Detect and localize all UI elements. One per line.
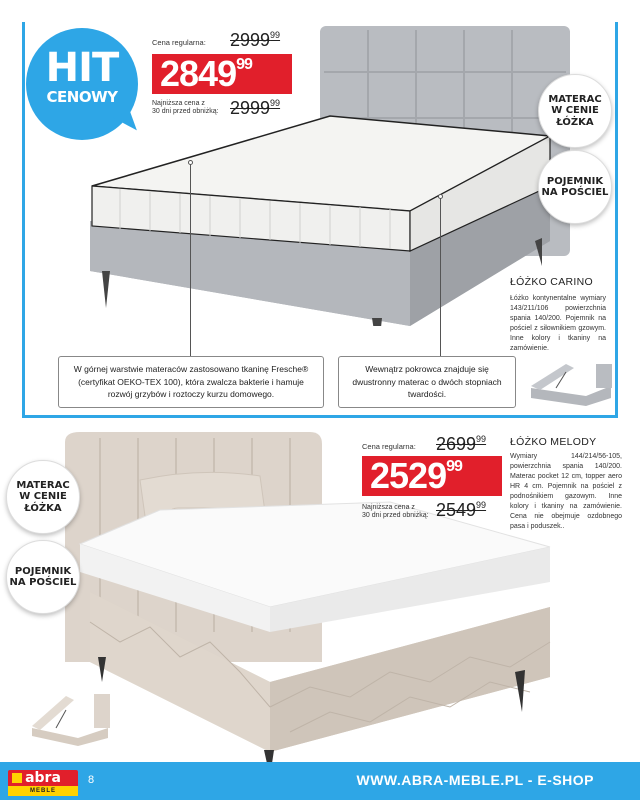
logo-text: abra [25, 770, 61, 786]
callout-line-left [190, 162, 191, 357]
abra-logo[interactable] [8, 770, 78, 796]
carino-promo-price: 2849$^{99}$ [152, 54, 292, 94]
footer-bar [0, 762, 640, 800]
callout-line-right [440, 196, 441, 358]
melody-description: Wymiary 144/214/56-105, powierzchnia spania 140/200. Materac pocket 12 cm, topper aero HR 4 cm. Pojemnik na pościel z podnośnikiem gazowym. Inne kolory i tkaniny na zamówienie. Cena nie obejmuje ozdobnego pasa i poduszek.. [510, 453, 622, 530]
cenowy-text: CENOWY [46, 88, 118, 106]
melody-regular-label: Cena regularna: [362, 442, 416, 451]
carino-mattress-included-badge: MATERAC W CENIE ŁÓŻKA [538, 74, 612, 148]
shop-url-link[interactable]: WWW.ABRA-MEBLE.PL - E-SHOP [356, 772, 594, 788]
carino-regular-label: Cena regularna: [152, 38, 206, 47]
carino-regular-price: 2999$^{99}$ [230, 30, 281, 50]
page-number: 8 [88, 774, 95, 786]
callout-dot-left [188, 160, 193, 165]
melody-mattress-included-badge: MATERAC W CENIE ŁÓŻKA [6, 460, 80, 534]
melody-lowest-price: 2549$^{99}$ [436, 500, 487, 520]
carino-fabric-callout: W górnej warstwie materaców zastosowano tkaninę Fresche® (certyfikat OEKO-TEX 100), która zwalcza bakterie i hamuje rozwój grzybów i roztoczy kurzu domowego. [58, 356, 324, 408]
melody-storage-thumbnail [28, 688, 114, 748]
hit-cenowy-badge [26, 28, 138, 140]
melody-regular-price: 2699$^{99}$ [436, 434, 487, 454]
carino-lowest-price: 2999$^{99}$ [230, 98, 281, 118]
melody-storage-badge: POJEMNIK NA POŚCIEL [6, 540, 80, 614]
carino-mattress-callout: Wewnątrz pokrowca znajduje się dwustronny materac o dwóch stopniach twardości. [338, 356, 516, 408]
callout-dot-right [438, 194, 443, 199]
carino-storage-badge: POJEMNIK NA POŚCIEL [538, 150, 612, 224]
hit-text: HIT [45, 45, 119, 91]
carino-storage-thumbnail [526, 358, 616, 408]
melody-lowest-label: Najniższa cena z 30 dni przed obniżką: [362, 504, 429, 519]
carino-lowest-label: Najniższa cena z 30 dni przed obniżką: [152, 100, 219, 115]
melody-title: ŁÓŻKO MELODY [510, 436, 597, 448]
carino-description: Łóżko kontynentalne wymiary 143/211/106 powierzchnia spania 140/200. Pojemnik na pościel z siłownikiem gzowym. Inne kolory i tkaniny na zamówienie. [510, 295, 606, 352]
logo-subtext: MEBLE [8, 786, 78, 796]
melody-promo-price: 2529$^{99}$ [362, 456, 502, 496]
carino-title: ŁÓŻKO CARINO [510, 276, 593, 288]
